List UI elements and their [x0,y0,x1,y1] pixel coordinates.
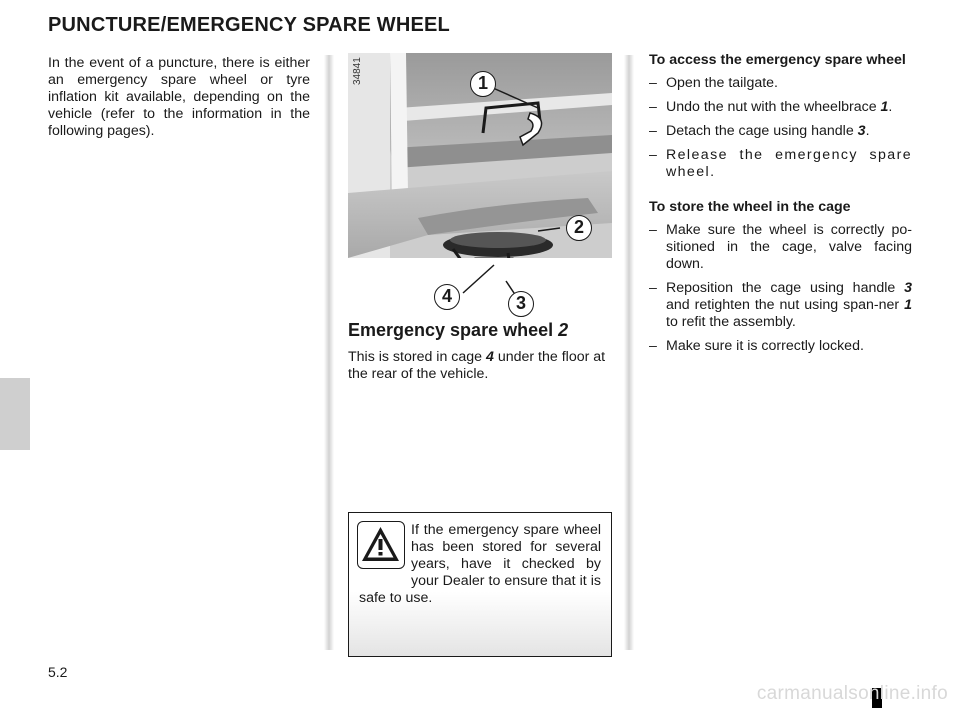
access-step-4: – Release the emergency spare wheel. [649,147,912,180]
access-step-2: – Undo the nut with the wheelbrace 1. [649,99,893,115]
store-heading: To store the wheel in the cage [649,199,851,215]
warning-box [348,512,612,657]
intro-paragraph: In the event of a puncture, there is either an emergency spare wheel or tyre inflation kit available, depending on the vehicle (refer to the information in the following pages). [48,55,310,139]
callout-2: 2 [566,215,592,241]
access-heading: To access the emergency spare wheel [649,52,906,68]
figure-ref-code: 34841 [352,57,363,85]
page-title: PUNCTURE/EMERGENCY SPARE WHEEL [48,14,450,36]
store-step-2: – Reposition the cage using handle 3 and retighten the nut using span-ner 1 to refit the assembly. [649,280,912,330]
column-divider [624,55,634,650]
column-divider [324,55,334,650]
section-heading: Emergency spare wheel 2 [348,320,569,340]
warning-text: If the emergency spare wheel has been stored for several years, have it checked by your Dealer to ensure that it is safe to use. [359,522,601,606]
access-step-3: – Detach the cage using handle 3. [649,123,870,139]
callout-1: 1 [470,71,496,97]
watermark: carmanualsonline.info [756,683,948,704]
spare-wheel-illustration [348,53,612,315]
access-step-1: – Open the tailgate. [649,75,779,91]
page-number: 5.2 [48,664,68,680]
heading-ref: 2 [558,320,569,340]
callout-4: 4 [434,284,460,310]
instructions-column [649,52,912,362]
section-body: This is stored in cage 4 under the floor at the rear of the vehicle. [348,349,606,382]
callout-3: 3 [508,291,534,317]
store-step-1: – Make sure the wheel is correctly po-sitioned in the cage, valve facing down. [649,222,912,272]
cage-ref: 4 [486,349,494,365]
store-step-3: – Make sure it is correctly locked. [649,338,864,354]
section-tab [0,378,30,450]
